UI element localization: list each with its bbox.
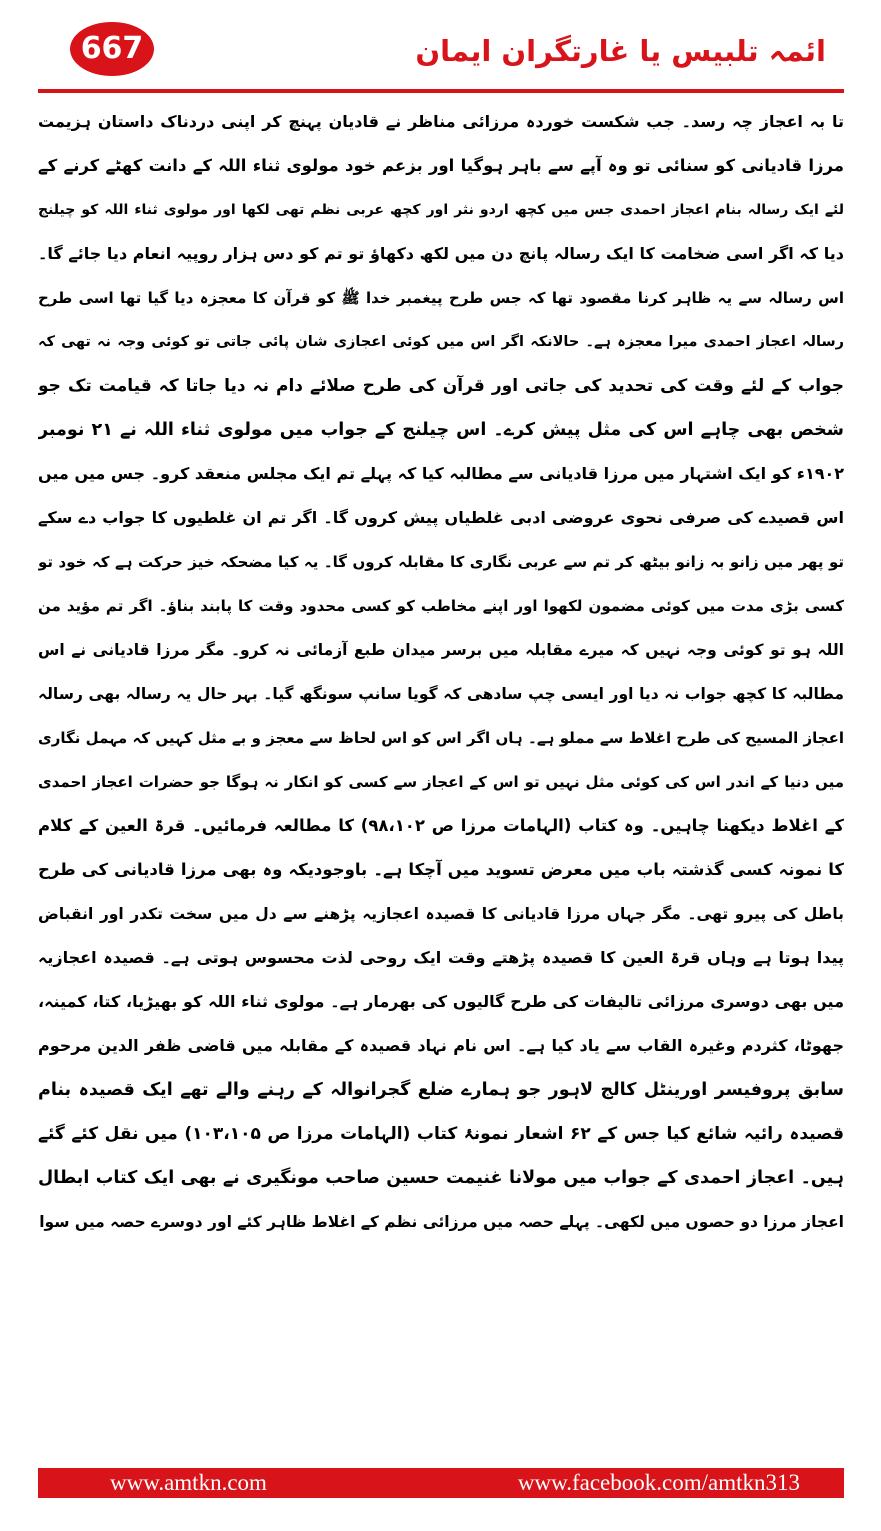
text-line: ہیں۔ اعجاز احمدی کے جواب میں مولانا غنیمت حسین صاحب مونگیری نے بھی ایک کتاب ابطال xyxy=(38,1168,844,1188)
text-line: اس قصیدے کی صرفی نحوی عروضی ادبی غلطیاں پیش کروں گا۔ اگر تم ان غلطیوں کا جواب دے سکے xyxy=(38,508,844,527)
footer-website-link[interactable]: www.amtkn.com xyxy=(110,1470,267,1495)
text-line: کا نمونہ کسی گذشتہ باب میں معرض تسوید میں آچکا ہے۔ باوجودیکہ وہ بھی مرزا قادیانی کی طرح xyxy=(38,860,844,879)
text-line: میں بھی دوسری مرزائی تالیفات کی طرح گالیوں کی بھرمار ہے۔ مولوی ثناء اللہ کو بھیڑیا، کتا، کمینہ، xyxy=(38,992,844,1011)
text-line: پیدا ہوتا ہے وہاں قرۃ العین کا قصیدہ پڑھتے وقت ایک روحی لذت محسوس ہوتی ہے۔ قصیدہ اعجازیہ xyxy=(38,948,844,967)
text-line: جھوٹا، کثردم وغیرہ القاب سے یاد کیا ہے۔ اس نام نہاد قصیدہ کے مقابلہ میں قاضی ظفر الدین مرحوم xyxy=(38,1036,844,1055)
body-text xyxy=(38,100,844,1460)
running-title: ائمہ تلبیس یا غارتگران ایمان xyxy=(415,34,826,68)
text-line: اللہ ہو تو کوئی وجہ نہیں کہ میرے مقابلہ میں برسر میدان طبع آزمائی نہ کرو۔ مگر مرزا قادیانی نے اس xyxy=(38,641,844,659)
text-line: دیا کہ اگر اسی ضخامت کا ایک رسالہ پانچ دن میں لکھ دکھاؤ تو تم کو دس ہزار روپیہ انعام دیا جائے گا۔ xyxy=(38,244,844,263)
text-line: لئے ایک رسالہ بنام اعجاز احمدی جس میں کچھ اردو نثر اور کچھ عربی نظم تھی لکھا اور مولوی ثناء اللہ کو چیلنج xyxy=(38,202,844,218)
text-line: تو پھر میں زانو بہ زانو بیٹھ کر تم سے عربی نگاری کا مقابلہ کروں گا۔ یہ کیا مضحکہ خیز حرکت ہے کہ خود تو xyxy=(38,553,844,571)
text-line: کسی بڑی مدت میں کوئی مضمون لکھوا اور اپنے مخاطب کو کسی محدود وقت کا پابند بناؤ۔ اگر تم مؤید من xyxy=(38,597,844,615)
text-line: مرزا قادیانی کو سنائی تو وہ آپے سے باہر ہوگیا اور بزعم خود مولوی ثناء اللہ کے دانت کھٹے کرنے کے xyxy=(38,156,844,175)
text-line: باطل کی پیرو تھی۔ مگر جہاں مرزا قادیانی کا قصیدہ اعجازیہ پڑھنے سے دل میں سخت تکدر اور انقباض xyxy=(38,905,844,923)
footer-facebook-link[interactable]: www.facebook.com/amtkn313 xyxy=(517,1470,800,1495)
header-divider xyxy=(38,89,844,93)
text-line: مطالبہ کا کچھ جواب نہ دیا اور ایسی چپ سادھی کہ گویا سانپ سونگھ گیا۔ بہر حال یہ رسالہ بھی رسالہ xyxy=(38,685,844,703)
text-line: رسالہ اعجاز احمدی میرا معجزہ ہے۔ حالانکہ اگر اس میں کوئی اعجازی شان پائی جاتی تو کوئی وجہ نہ تھی کہ xyxy=(38,334,844,350)
text-line: اعجاز مرزا دو حصوں میں لکھی۔ پہلے حصہ میں مرزائی نظم کے اغلاط ظاہر کئے اور دوسرے حصہ میں سوا xyxy=(39,1213,844,1231)
text-line: قصیدہ رائیہ شائع کیا جس کے ۶۲ اشعار نمونۂ کتاب (الہامات مرزا ص ۱۰۳،۱۰۵) میں نقل کئے گئے xyxy=(38,1124,844,1144)
page-number-badge: 667 xyxy=(70,22,154,76)
text-line: شخص بھی چاہے اس کی مثل پیش کرے۔ اس چیلنج کے جواب میں مولوی ثناء اللہ نے ۲۱ نومبر xyxy=(38,420,844,440)
text-line: اعجاز المسیح کی طرح اغلاط سے مملو ہے۔ ہاں اگر اس کو اس لحاظ سے معجز و بے مثل کہیں کہ مہمل نگاری xyxy=(38,729,844,747)
text-line: کے اغلاط دیکھنا چاہیں۔ وہ کتاب (الہامات مرزا ص ۹۸،۱۰۲) کا مطالعہ فرمائیں۔ قرۃ العین کے کلام xyxy=(38,816,844,835)
text-line: اس رسالہ سے یہ ظاہر کرنا مقصود تھا کہ جس طرح پیغمبر خدا ﷺ کو قرآن کا معجزہ دیا گیا تھا اسی طرح xyxy=(38,289,844,307)
text-line: میں دنیا کے اندر اس کی کوئی مثل نہیں تو اس کے اعجاز سے کسی کو انکار نہ ہوگا جو حضرات اعجاز احمدی xyxy=(38,773,844,791)
text-line: جواب کے لئے وقت کی تحدید کی جاتی اور قرآن کی طرح صلائے دام نہ دیا جاتا کہ قیامت تک جو xyxy=(38,376,844,396)
footer-bar xyxy=(38,1468,844,1498)
text-line: تا بہ اعجاز چہ رسد۔ جب شکست خوردہ مرزائی مناظر نے قادیان پہنچ کر اپنی دردناک داستان ہزیمت xyxy=(38,112,844,131)
text-line: ۱۹۰۲ء کو ایک اشتہار میں مرزا قادیانی سے مطالبہ کیا کہ پہلے تم ایک مجلس منعقد کرو۔ جس میں میں xyxy=(38,464,844,483)
text-line: سابق پروفیسر اورینٹل کالج لاہور جو ہمارے ضلع گجرانوالہ کے رہنے والے تھے ایک قصیدہ بنام xyxy=(38,1080,844,1100)
